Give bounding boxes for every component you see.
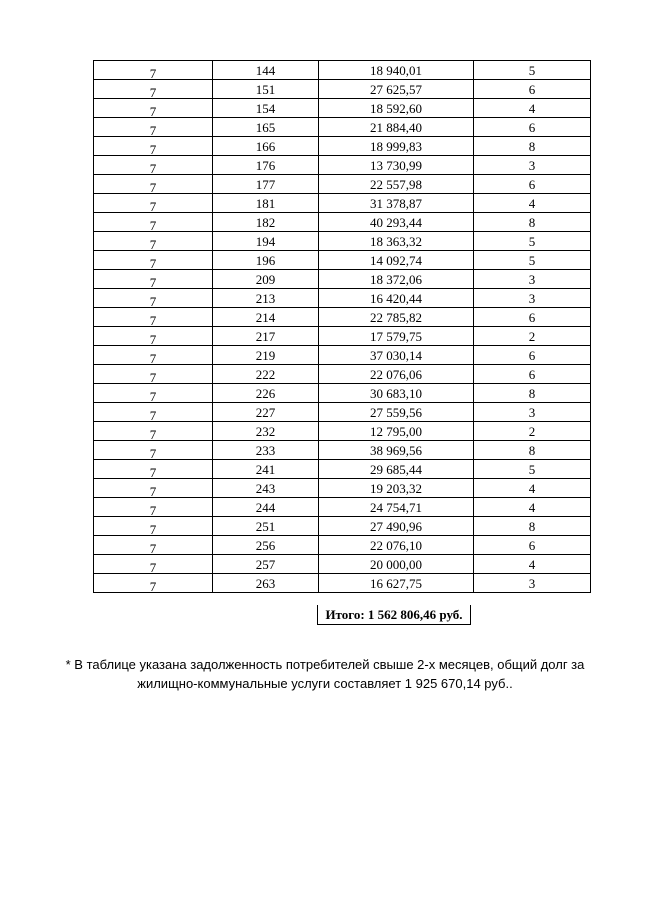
building-cell-text: 7 [149,332,157,347]
table-row [94,460,591,479]
building-cell [94,365,213,384]
apartment-cell-text: 244 [255,500,276,515]
months-cell [474,346,591,365]
building-cell-text: 7 [149,446,157,461]
apartment-cell-text: 263 [255,576,276,591]
building-cell [94,213,213,232]
months-cell-text: 6 [528,120,536,135]
debt-amount-cell [319,384,474,403]
months-cell-text: 4 [528,500,536,515]
building-cell [94,460,213,479]
debt-amount-cell-text: 14 092,74 [370,253,422,268]
months-cell-text: 5 [528,253,536,268]
months-cell [474,156,591,175]
apartment-cell [213,80,319,99]
apartment-cell-text: 166 [255,139,276,154]
building-cell-text: 7 [149,199,157,214]
apartment-cell-text: 233 [255,443,276,458]
apartment-cell-text: 144 [255,63,276,78]
apartment-cell-text: 226 [255,386,276,401]
apartment-cell [213,517,319,536]
building-cell-text: 7 [149,541,157,556]
months-cell-text: 8 [528,386,536,401]
months-cell [474,517,591,536]
building-cell [94,555,213,574]
debt-amount-cell-text: 12 795,00 [370,424,422,439]
months-cell [474,422,591,441]
debt-amount-cell [319,517,474,536]
apartment-cell [213,574,319,593]
table-row [94,327,591,346]
debt-table-body [94,61,591,593]
apartment-cell [213,99,319,118]
debt-amount-cell-text: 20 000,00 [370,557,422,572]
months-cell [474,498,591,517]
building-cell-text: 7 [149,104,157,119]
months-cell-text: 5 [528,234,536,249]
months-cell-text: 4 [528,481,536,496]
debt-amount-cell-text: 18 363,32 [370,234,422,249]
building-cell-text: 7 [149,218,157,233]
table-row [94,270,591,289]
months-cell [474,251,591,270]
debt-amount-cell [319,460,474,479]
months-cell [474,536,591,555]
months-cell-text: 2 [528,329,536,344]
apartment-cell [213,232,319,251]
table-row [94,156,591,175]
months-cell [474,118,591,137]
debt-amount-cell [319,479,474,498]
apartment-cell-text: 213 [255,291,276,306]
table-row [94,346,591,365]
apartment-cell-text: 214 [255,310,276,325]
building-cell [94,80,213,99]
debt-amount-cell [319,99,474,118]
apartment-cell [213,346,319,365]
apartment-cell-text: 251 [255,519,276,534]
debt-amount-cell [319,327,474,346]
apartment-cell-text: 182 [255,215,276,230]
months-cell-text: 2 [528,424,536,439]
months-cell-text: 4 [528,101,536,116]
apartment-cell [213,289,319,308]
months-cell-text: 3 [528,291,536,306]
building-cell-text: 7 [149,389,157,404]
debt-amount-cell-text: 18 372,06 [370,272,422,287]
months-cell [474,213,591,232]
building-cell-text: 7 [149,123,157,138]
apartment-cell [213,175,319,194]
apartment-cell [213,384,319,403]
table-row [94,175,591,194]
table-row [94,251,591,270]
debt-amount-cell-text: 30 683,10 [370,386,422,401]
apartment-cell-text: 241 [255,462,276,477]
apartment-cell [213,479,319,498]
building-cell [94,194,213,213]
debt-amount-cell [319,213,474,232]
table-row [94,232,591,251]
building-cell-text: 7 [149,313,157,328]
apartment-cell-text: 177 [255,177,276,192]
debt-amount-cell-text: 18 999,83 [370,139,422,154]
debt-amount-cell-text: 22 557,98 [370,177,422,192]
debt-amount-cell-text: 37 030,14 [370,348,422,363]
months-cell-text: 3 [528,405,536,420]
building-cell [94,498,213,517]
building-cell-text: 7 [149,237,157,252]
building-cell [94,175,213,194]
table-row [94,213,591,232]
apartment-cell-text: 151 [255,82,276,97]
apartment-cell [213,156,319,175]
months-cell-text: 8 [528,443,536,458]
debt-amount-cell-text: 29 685,44 [370,462,422,477]
building-cell [94,384,213,403]
debt-amount-cell-text: 31 378,87 [370,196,422,211]
debt-amount-cell [319,156,474,175]
building-cell [94,574,213,593]
building-cell [94,479,213,498]
months-cell-text: 3 [528,272,536,287]
building-cell-text: 7 [149,503,157,518]
debt-amount-cell-text: 22 076,10 [370,538,422,553]
building-cell [94,289,213,308]
months-cell-text: 6 [528,348,536,363]
months-cell-text: 4 [528,557,536,572]
table-row [94,536,591,555]
debt-amount-cell-text: 13 730,99 [370,158,422,173]
months-cell-text: 5 [528,462,536,477]
apartment-cell [213,194,319,213]
apartment-cell-text: 176 [255,158,276,173]
apartment-cell-text: 194 [255,234,276,249]
building-cell-text: 7 [149,427,157,442]
debt-amount-cell-text: 18 940,01 [370,63,422,78]
months-cell [474,80,591,99]
debt-amount-cell [319,536,474,555]
debt-table [93,60,591,593]
table-row [94,441,591,460]
apartment-cell [213,308,319,327]
debt-amount-cell-text: 16 627,75 [370,576,422,591]
table-row [94,137,591,156]
months-cell [474,232,591,251]
debt-amount-cell [319,308,474,327]
apartment-cell-text: 243 [255,481,276,496]
debt-amount-cell [319,61,474,80]
months-cell [474,403,591,422]
building-cell [94,327,213,346]
table-row [94,574,591,593]
months-cell-text: 6 [528,538,536,553]
apartment-cell-text: 165 [255,120,276,135]
building-cell [94,251,213,270]
apartment-cell-text: 256 [255,538,276,553]
apartment-cell [213,270,319,289]
apartment-cell [213,441,319,460]
debt-amount-cell [319,289,474,308]
apartment-cell [213,137,319,156]
apartment-cell [213,403,319,422]
apartment-cell-text: 219 [255,348,276,363]
debt-amount-cell-text: 22 076,06 [370,367,422,382]
table-row [94,118,591,137]
debt-amount-cell [319,403,474,422]
months-cell [474,308,591,327]
debt-amount-cell-text: 27 625,57 [370,82,422,97]
debt-amount-cell [319,80,474,99]
building-cell [94,137,213,156]
debt-amount-cell [319,441,474,460]
apartment-cell-text: 222 [255,367,276,382]
building-cell [94,156,213,175]
months-cell [474,441,591,460]
apartment-cell [213,118,319,137]
apartment-cell [213,498,319,517]
building-cell [94,61,213,80]
months-cell-text: 6 [528,82,536,97]
apartment-cell-text: 257 [255,557,276,572]
table-row [94,61,591,80]
months-cell-text: 8 [528,519,536,534]
total-amount: Итого: 1 562 806,46 руб. [317,605,471,625]
apartment-cell-text: 217 [255,329,276,344]
debt-amount-cell-text: 19 203,32 [370,481,422,496]
debt-amount-cell [319,365,474,384]
apartment-cell-text: 154 [255,101,276,116]
months-cell [474,289,591,308]
table-row [94,517,591,536]
debt-amount-cell-text: 18 592,60 [370,101,422,116]
months-cell [474,137,591,156]
debt-amount-cell-text: 40 293,44 [370,215,422,230]
debt-amount-cell [319,498,474,517]
debt-amount-cell [319,422,474,441]
debt-amount-cell-text: 24 754,71 [370,500,422,515]
building-cell-text: 7 [149,465,157,480]
building-cell-text: 7 [149,370,157,385]
table-row [94,80,591,99]
apartment-cell [213,213,319,232]
apartment-cell [213,61,319,80]
building-cell [94,536,213,555]
table-row [94,308,591,327]
debt-amount-cell [319,346,474,365]
debt-amount-cell [319,175,474,194]
debt-amount-cell-text: 16 420,44 [370,291,422,306]
building-cell-text: 7 [149,579,157,594]
building-cell-text: 7 [149,484,157,499]
apartment-cell [213,536,319,555]
building-cell-text: 7 [149,294,157,309]
building-cell-text: 7 [149,275,157,290]
months-cell-text: 8 [528,215,536,230]
table-row [94,289,591,308]
months-cell-text: 6 [528,177,536,192]
table-row [94,479,591,498]
debt-amount-cell [319,194,474,213]
apartment-cell-text: 209 [255,272,276,287]
months-cell [474,270,591,289]
apartment-cell-text: 181 [255,196,276,211]
months-cell [474,574,591,593]
debt-amount-cell-text: 27 559,56 [370,405,422,420]
debt-amount-cell [319,574,474,593]
months-cell [474,99,591,118]
building-cell-text: 7 [149,256,157,271]
months-cell-text: 8 [528,139,536,154]
building-cell [94,346,213,365]
apartment-cell [213,555,319,574]
months-cell [474,384,591,403]
building-cell [94,422,213,441]
building-cell [94,441,213,460]
building-cell [94,403,213,422]
building-cell [94,232,213,251]
building-cell [94,270,213,289]
debt-amount-cell-text: 27 490,96 [370,519,422,534]
table-row [94,403,591,422]
debt-amount-cell [319,270,474,289]
building-cell [94,517,213,536]
months-cell [474,61,591,80]
table-row [94,498,591,517]
apartment-cell-text: 232 [255,424,276,439]
months-cell [474,365,591,384]
months-cell [474,479,591,498]
apartment-cell [213,251,319,270]
building-cell [94,118,213,137]
table-row [94,422,591,441]
months-cell [474,555,591,574]
debt-amount-cell [319,137,474,156]
debt-amount-cell-text: 17 579,75 [370,329,422,344]
table-row [94,555,591,574]
apartment-cell [213,365,319,384]
building-cell-text: 7 [149,408,157,423]
months-cell-text: 3 [528,576,536,591]
debt-amount-cell-text: 21 884,40 [370,120,422,135]
footnote: * В таблице указана задолженность потребителей свыше 2-х месяцев, общий долг за жилищно-коммунальные услуги составляет 1 925 670,14 руб.. [65,657,585,691]
building-cell-text: 7 [149,522,157,537]
debt-amount-cell [319,118,474,137]
months-cell [474,175,591,194]
building-cell [94,99,213,118]
months-cell [474,327,591,346]
building-cell-text: 7 [149,180,157,195]
debt-amount-cell-text: 38 969,56 [370,443,422,458]
debt-amount-cell [319,232,474,251]
building-cell-text: 7 [149,161,157,176]
table-row [94,99,591,118]
months-cell [474,460,591,479]
building-cell-text: 7 [149,66,157,81]
table-row [94,365,591,384]
table-row [94,194,591,213]
building-cell-text: 7 [149,142,157,157]
building-cell-text: 7 [149,560,157,575]
debt-amount-cell [319,251,474,270]
debt-amount-cell-text: 22 785,82 [370,310,422,325]
months-cell-text: 6 [528,367,536,382]
building-cell [94,308,213,327]
months-cell [474,194,591,213]
apartment-cell-text: 196 [255,253,276,268]
months-cell-text: 4 [528,196,536,211]
months-cell-text: 5 [528,63,536,78]
table-row [94,384,591,403]
months-cell-text: 3 [528,158,536,173]
apartment-cell [213,422,319,441]
debt-amount-cell [319,555,474,574]
apartment-cell [213,327,319,346]
apartment-cell-text: 227 [255,405,276,420]
apartment-cell [213,460,319,479]
building-cell-text: 7 [149,351,157,366]
months-cell-text: 6 [528,310,536,325]
building-cell-text: 7 [149,85,157,100]
